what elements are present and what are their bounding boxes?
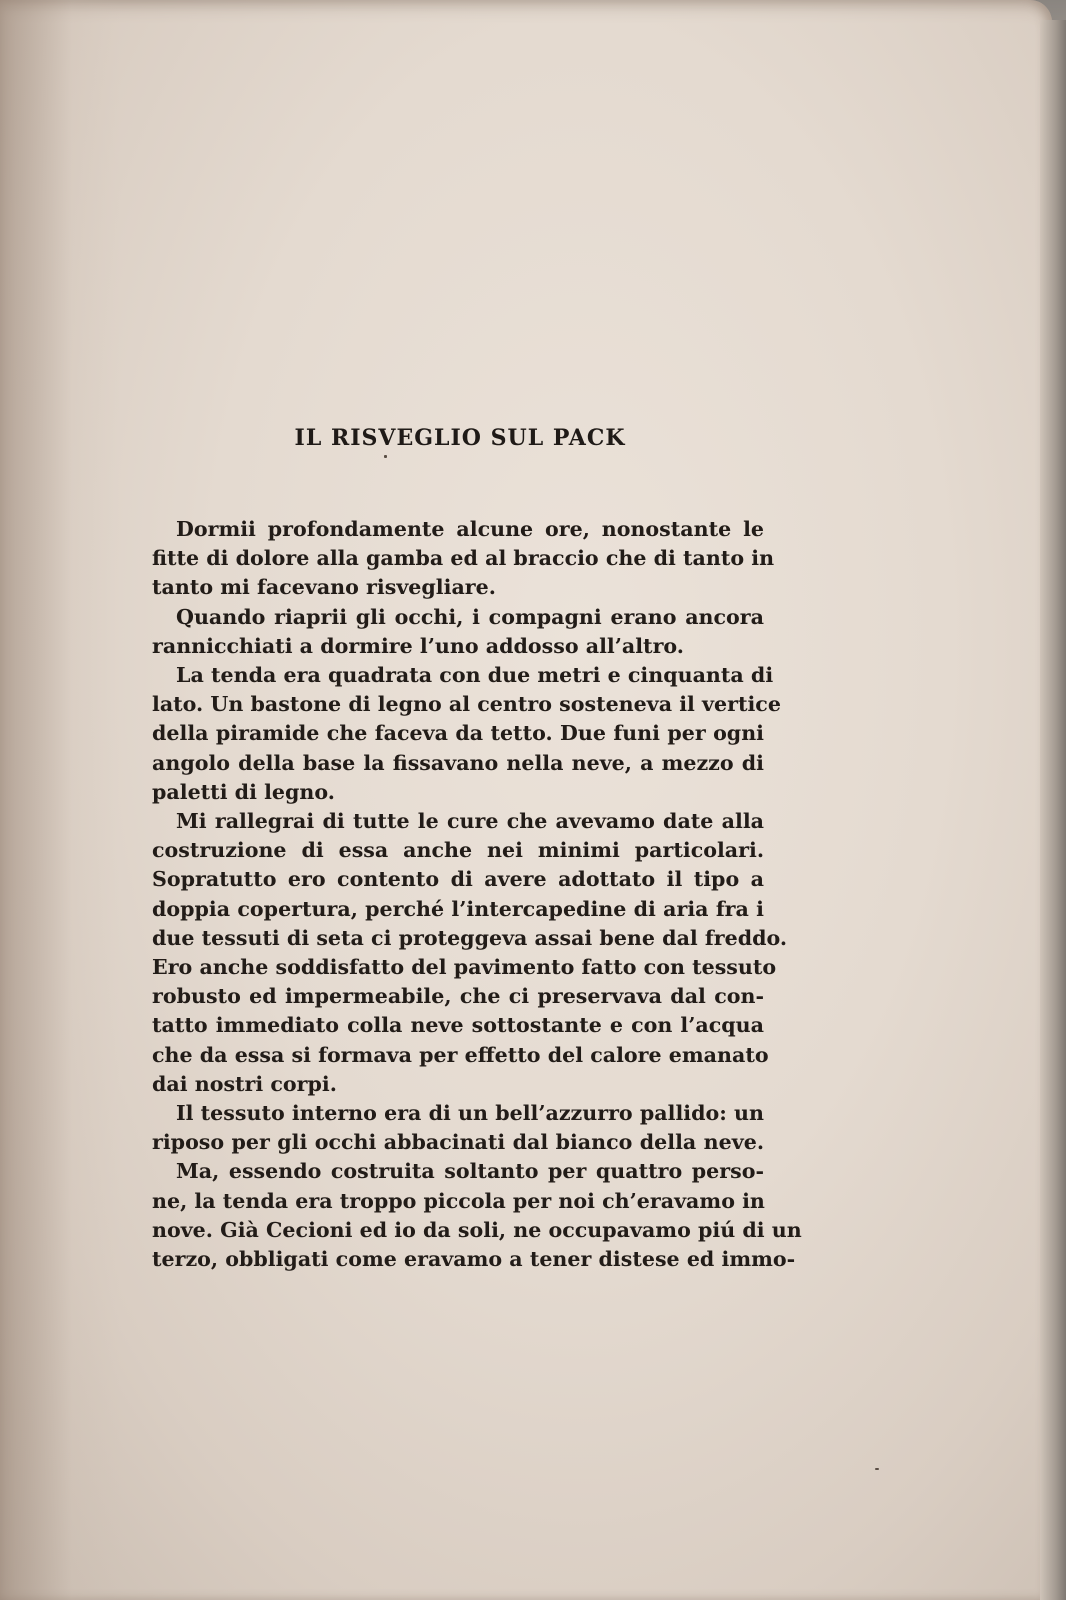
chapter-title: IL RISVEGLIO SUL PACK [294,425,626,451]
text-line: tatto immediato colla neve sottostante e con l’acqua [152,1013,764,1038]
text-line: della piramide che faceva da tetto. Due funi per ogni [152,721,764,746]
text-line: robusto ed impermeabile, che ci preservava dal con- [152,984,764,1009]
text-line: due tessuti di seta ci proteggeva assai bene dal freddo. [152,925,788,950]
text-line: rannicchiati a dormire l’uno addosso all’altro. [152,633,684,658]
text-line: dai nostri corpi. [152,1071,337,1096]
text-line: Mi rallegrai di tutte le cure che avevamo date alla [176,809,764,834]
paper-speck [384,455,387,458]
body-text [152,515,802,1274]
text-line: ne, la tenda era troppo piccola per noi ch’eravamo in [152,1188,765,1213]
text-line: La tenda era quadrata con due metri e cinquanta di [176,663,774,688]
text-line: Quando riaprii gli occhi, i compagni erano ancora [176,604,764,629]
text-line: fitte di dolore alla gamba ed al braccio che di tanto in [152,546,775,571]
text-line: doppia copertura, perché l’intercapedine di aria fra i [152,896,764,921]
text-line: terzo, obbligati come eravamo a tener distese ed immo- [152,1247,796,1272]
text-line: Dormii profondamente alcune ore, nonostante le [176,517,764,541]
page-stack-edge [1040,20,1066,1600]
page-curvature-shadow [0,0,120,1600]
text-line: riposo per gli occhi abbacinati dal bianco della neve. [152,1130,764,1155]
text-line: Sopratutto ero contento di avere adottato il tipo a [152,867,764,892]
text-line: Ero anche soddisfatto del pavimento fatto con tessuto [152,955,777,980]
text-line: tanto mi facevano risvegliare. [152,575,496,600]
text-line: Il tessuto interno era di un bell’azzurro pallido: un [176,1101,764,1126]
text-line: paletti di legno. [152,779,335,804]
text-line: nove. Già Cecioni ed io da soli, ne occupavamo piú di un [152,1217,802,1242]
paper-speck [875,1468,879,1470]
text-line: lato. Un bastone di legno al centro sosteneva il vertice [152,692,781,717]
text-line: costruzione di essa anche nei minimi particolari. [152,838,764,863]
text-line: Ma, essendo costruita soltanto per quattro perso- [176,1159,764,1184]
text-line: che da essa si formava per effetto del calore emanato [152,1042,769,1067]
text-line: angolo della base la fissavano nella neve, a mezzo di [152,750,764,775]
